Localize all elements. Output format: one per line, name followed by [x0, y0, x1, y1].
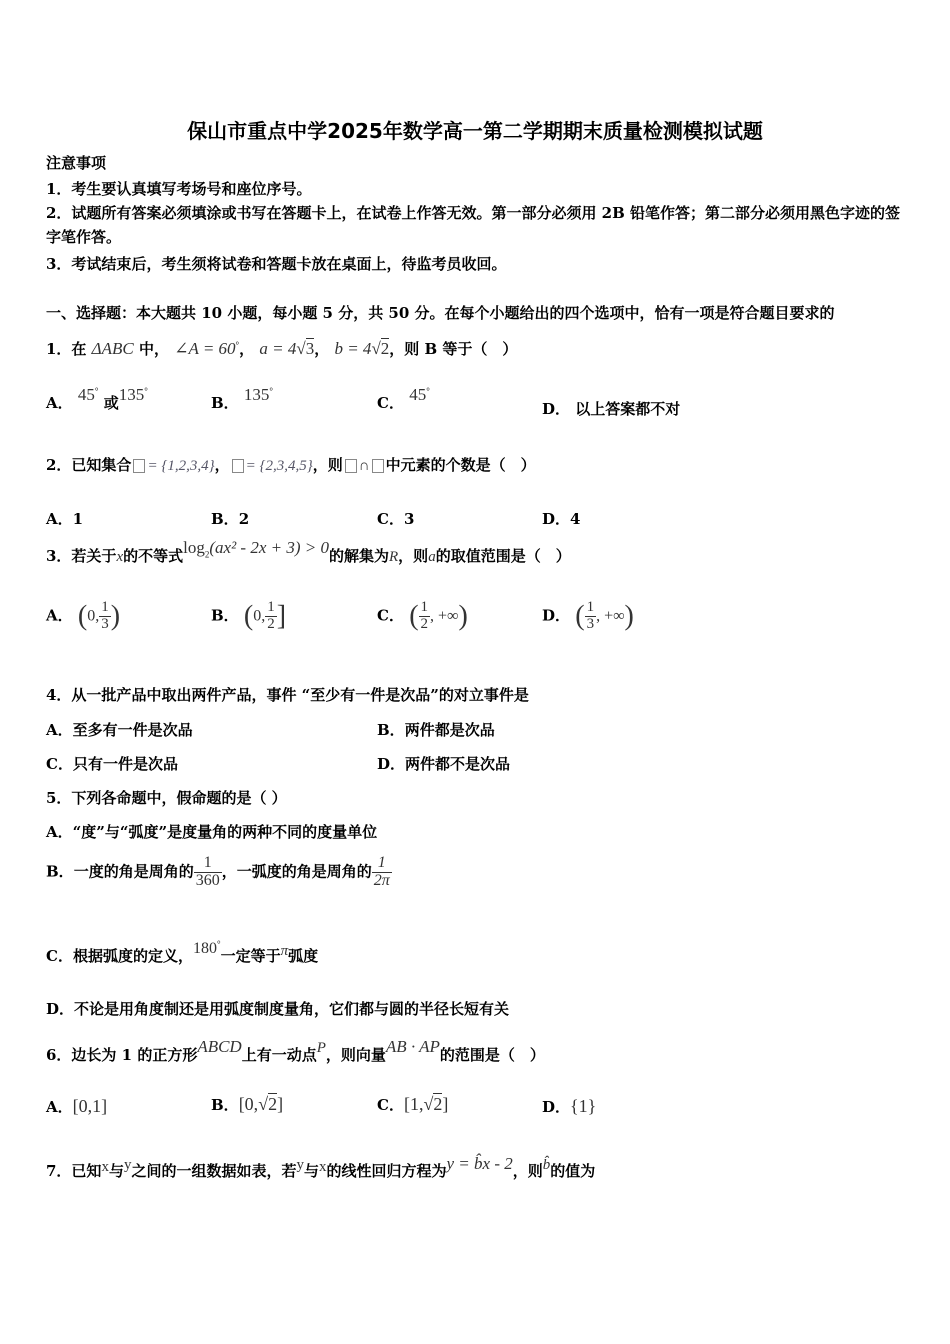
q3-option-a: A． (0, $\frac{1}{3}$ )	[46, 599, 121, 632]
q5-c-text-2: 一定等于	[220, 947, 281, 965]
q6-c-pre: [1,	[403, 1094, 424, 1114]
option-label: B．	[211, 394, 239, 412]
q6-option-a	[46, 1096, 107, 1117]
option-label: B．	[211, 1096, 239, 1114]
q2-num: 2．已知集合	[46, 456, 132, 474]
q6-d-value: {1}	[570, 1096, 597, 1116]
q1-option-d	[542, 398, 680, 419]
q1-option-a: A． 45° 或135°	[46, 385, 148, 412]
q7-equation: y = b̂x - 2	[446, 1154, 513, 1173]
option-label: A．	[46, 394, 73, 412]
option-label: D．	[542, 606, 571, 625]
q6-option-b: B．[0,√2]	[211, 1094, 284, 1114]
option-label: B．	[46, 862, 74, 881]
q2-tail: 中元素的个数是（ ）	[385, 456, 536, 474]
q3-a-num: 1	[101, 599, 109, 615]
q3-c-num: 1	[420, 599, 429, 615]
notice-heading: 注意事项	[46, 154, 107, 172]
q5-b-den-1: 360	[195, 871, 220, 889]
q3-option-c: C． ( $\frac{1}{2}$ , +∞)	[377, 599, 468, 632]
q3-sol: 的解集为	[328, 547, 389, 565]
q5-option-a	[46, 821, 377, 842]
q6-vector: AB · AP	[385, 1037, 440, 1056]
q5-c-pi: π	[280, 943, 289, 959]
option-label: D．	[542, 1098, 571, 1116]
option-label: D．	[542, 510, 571, 528]
q4-option-c	[46, 753, 178, 774]
question-6-stem	[46, 1037, 545, 1065]
q1-b: b = 4	[334, 339, 372, 358]
q2-c-value: 3	[403, 510, 415, 528]
q1-a: a = 4	[259, 339, 297, 358]
q2-set-b: = {2,3,4,5}	[245, 458, 313, 474]
q6-mid: 上有一动点	[241, 1046, 317, 1064]
q6-option-d	[542, 1096, 596, 1117]
option-label: C．	[377, 394, 404, 412]
q2-d-value: 4	[570, 510, 581, 528]
section-heading: 一、选择题：本大题共 10 小题，每小题 5 分，共 50 分。在每个小题给出的四个选项中，恰有一项是符合题目要求的	[46, 304, 835, 322]
q7-and: 与	[108, 1162, 124, 1180]
option-label: B．	[377, 721, 405, 739]
q3-d-den: 3	[586, 615, 595, 632]
q6-c-radicand: 2	[433, 1094, 443, 1114]
q1-zhong: 中，	[139, 340, 170, 358]
q5-c-text-1: 根据弧度的定义，	[72, 947, 193, 965]
q3-log: log	[183, 538, 205, 557]
option-label: D．	[542, 400, 571, 418]
q5-d-value: 不论是用角度制还是用弧度制度量角，它们都与圆的半径长短有关	[74, 1000, 510, 1018]
question-7-stem	[46, 1154, 596, 1181]
q6-square: ABCD	[197, 1037, 242, 1056]
q5-b-num-1: 1	[194, 855, 222, 873]
q2-option-c	[377, 508, 414, 529]
q7-then: ，则	[512, 1162, 543, 1180]
q4-d-value: 两件都不是次品	[405, 755, 511, 773]
q3-log-base: 2	[204, 549, 210, 560]
q2-then: ，则	[312, 456, 343, 474]
q5-b-den-2: 2π	[373, 871, 390, 889]
q1-option-b: B． 135°	[211, 385, 274, 412]
q3-c-post: , +∞	[430, 607, 459, 625]
q1-a-radicand: 3	[305, 339, 315, 358]
option-label: D．	[377, 755, 406, 773]
q3-option-d: D． ( $\frac{1}{3}$ , +∞)	[542, 599, 634, 632]
q5-c-text-3: 弧度	[288, 947, 319, 965]
q2-a-value: 1	[72, 510, 84, 528]
q1-b-radicand: 2	[380, 339, 390, 358]
q6-p: P	[316, 1040, 326, 1056]
q2-option-b	[211, 508, 249, 529]
q2-cap: ∩	[358, 458, 370, 474]
option-label: D．	[46, 1000, 75, 1018]
option-label: A．	[46, 1098, 73, 1116]
q1-c-value: 45	[409, 385, 427, 404]
notice-item-3: 3．考试结束后，考生须将试卷和答题卡放在桌面上，待监考员收回。	[46, 255, 507, 273]
q3-x: x	[116, 549, 124, 565]
question-4-stem: 4．从一批产品中取出两件产品，事件 “至少有一件是次品”的对立事件是	[46, 686, 529, 704]
q3-b-den: 2	[267, 615, 275, 632]
q7-tail: 的值为	[550, 1162, 596, 1180]
option-label: C．	[377, 1096, 404, 1114]
option-label: C．	[377, 510, 404, 528]
option-label: C．	[46, 755, 73, 773]
q3-d-post: , +∞	[596, 607, 625, 625]
q3-option-b: B． (0, $\frac{1}{2}$ ]	[211, 599, 287, 632]
q5-option-b	[46, 855, 392, 890]
q4-a-value: 至多有一件是次品	[72, 721, 193, 739]
q6-num: 6．边长为 1 的正方形	[46, 1046, 198, 1064]
q5-option-c: C．根据弧度的定义，180°一定等于π弧度	[46, 939, 319, 965]
question-1-stem: 1．在 ΔABC 中， ∠A = 60°， a = 4√3， b = 4√2，则 B 等于（ ）	[46, 339, 518, 358]
page-title: 保山市重点中学2025年数学高一第二学期期末质量检测模拟试题	[187, 119, 763, 143]
q2-b-value: 2	[238, 510, 250, 528]
option-label: A．	[46, 510, 73, 528]
q1-tail: ，则 B 等于（ ）	[389, 340, 518, 358]
q1-a-or: 或	[103, 394, 119, 412]
q7-and2: 与	[303, 1162, 319, 1180]
q3-num: 3．若关于	[46, 547, 117, 565]
option-label: C．	[46, 947, 73, 965]
q1-d-value: 以上答案都不对	[575, 400, 681, 418]
q3-r: R	[389, 549, 399, 565]
q4-option-b	[377, 719, 495, 740]
q4-option-d	[377, 753, 510, 774]
q4-c-value: 只有一件是次品	[72, 755, 178, 773]
q6-option-c: C．[1,√2]	[377, 1094, 449, 1114]
q2-option-a	[46, 508, 83, 529]
q6-b-pre: [0,	[238, 1094, 259, 1114]
q7-y2: y	[296, 1157, 304, 1173]
question-2-stem: 2．已知集合 = {1,2,3,4}， = {2,3,4,5}，则 ∩ 中元素的个数是（ ）	[46, 456, 536, 474]
q5-c-degree: 180	[192, 940, 217, 957]
option-label: C．	[377, 606, 404, 625]
q7-mid: 之间的一组数据如表，若	[131, 1162, 297, 1180]
q3-d-num: 1	[586, 599, 595, 615]
q5-b-num-2: 1	[372, 855, 392, 873]
q7-y: y	[123, 1157, 132, 1173]
question-5-stem: 5．下列各命题中，假命题的是（ ）	[46, 789, 287, 807]
option-label: A．	[46, 823, 73, 841]
q3-b-num: 1	[267, 599, 275, 615]
option-label: A．	[46, 606, 73, 625]
q5-b-text-2: ，一弧度的角是周角的	[221, 862, 372, 881]
q6-b-post: ]	[277, 1094, 284, 1114]
notice-item-2: 2．试题所有答案必须填涂或书写在答题卡上，在试卷上作答无效。第一部分必须用 2B 铅笔作答；第二部分必须用黑色字迹的签字笔作答。	[46, 204, 901, 246]
q7-mid2: 的线性回归方程为	[326, 1162, 447, 1180]
q1-a-value-2: 135	[118, 385, 145, 404]
q3-c-den: 2	[420, 615, 429, 632]
q2-set-a: = {1,2,3,4}	[147, 458, 215, 474]
q6-mid2: ，则向量	[325, 1046, 386, 1064]
q3-mid: 的不等式	[123, 547, 184, 565]
q3-a-den: 3	[101, 615, 109, 632]
q3-then: ，则	[398, 547, 429, 565]
q7-bhat: b̂	[542, 1157, 551, 1173]
q6-a-value: [0,1]	[72, 1096, 108, 1116]
q1-b-value: 135	[243, 385, 270, 404]
option-label: A．	[46, 721, 73, 739]
q4-option-a	[46, 719, 193, 740]
q3-a-pre: 0,	[87, 607, 100, 625]
q1-num: 1．在	[46, 340, 87, 358]
q7-num: 7．已知	[46, 1162, 102, 1180]
notice-item-1: 1．考生要认真填写考场号和座位序号。	[46, 180, 312, 198]
option-label: B．	[211, 510, 239, 528]
q1-triangle: ΔABC	[91, 339, 134, 358]
q7-x2: x	[318, 1159, 327, 1175]
q7-x: x	[101, 1159, 109, 1175]
q3-expression: (ax² - 2x + 3) > 0	[209, 538, 329, 557]
q1-option-c: C． 45°	[377, 385, 430, 412]
q1-a-value-1: 45	[77, 385, 95, 404]
q3-a: a	[428, 549, 436, 565]
question-3-stem	[46, 538, 571, 567]
q2-option-d	[542, 508, 580, 529]
q6-c-post: ]	[442, 1094, 449, 1114]
q3-b-pre: 0,	[253, 607, 266, 625]
q6-tail: 的范围是（ ）	[439, 1046, 545, 1064]
option-label: B．	[211, 606, 239, 625]
q5-option-d	[46, 998, 509, 1019]
q6-b-radicand: 2	[268, 1094, 278, 1114]
q3-tail: 的取值范围是（ ）	[435, 547, 571, 565]
q5-a-value: “度”与“弧度”是度量角的两种不同的度量单位	[72, 823, 378, 841]
q5-b-text-1: 一度的角是周角的	[73, 862, 194, 881]
q1-angle: ∠A = 60	[174, 339, 236, 358]
q4-b-value: 两件都是次品	[404, 721, 495, 739]
